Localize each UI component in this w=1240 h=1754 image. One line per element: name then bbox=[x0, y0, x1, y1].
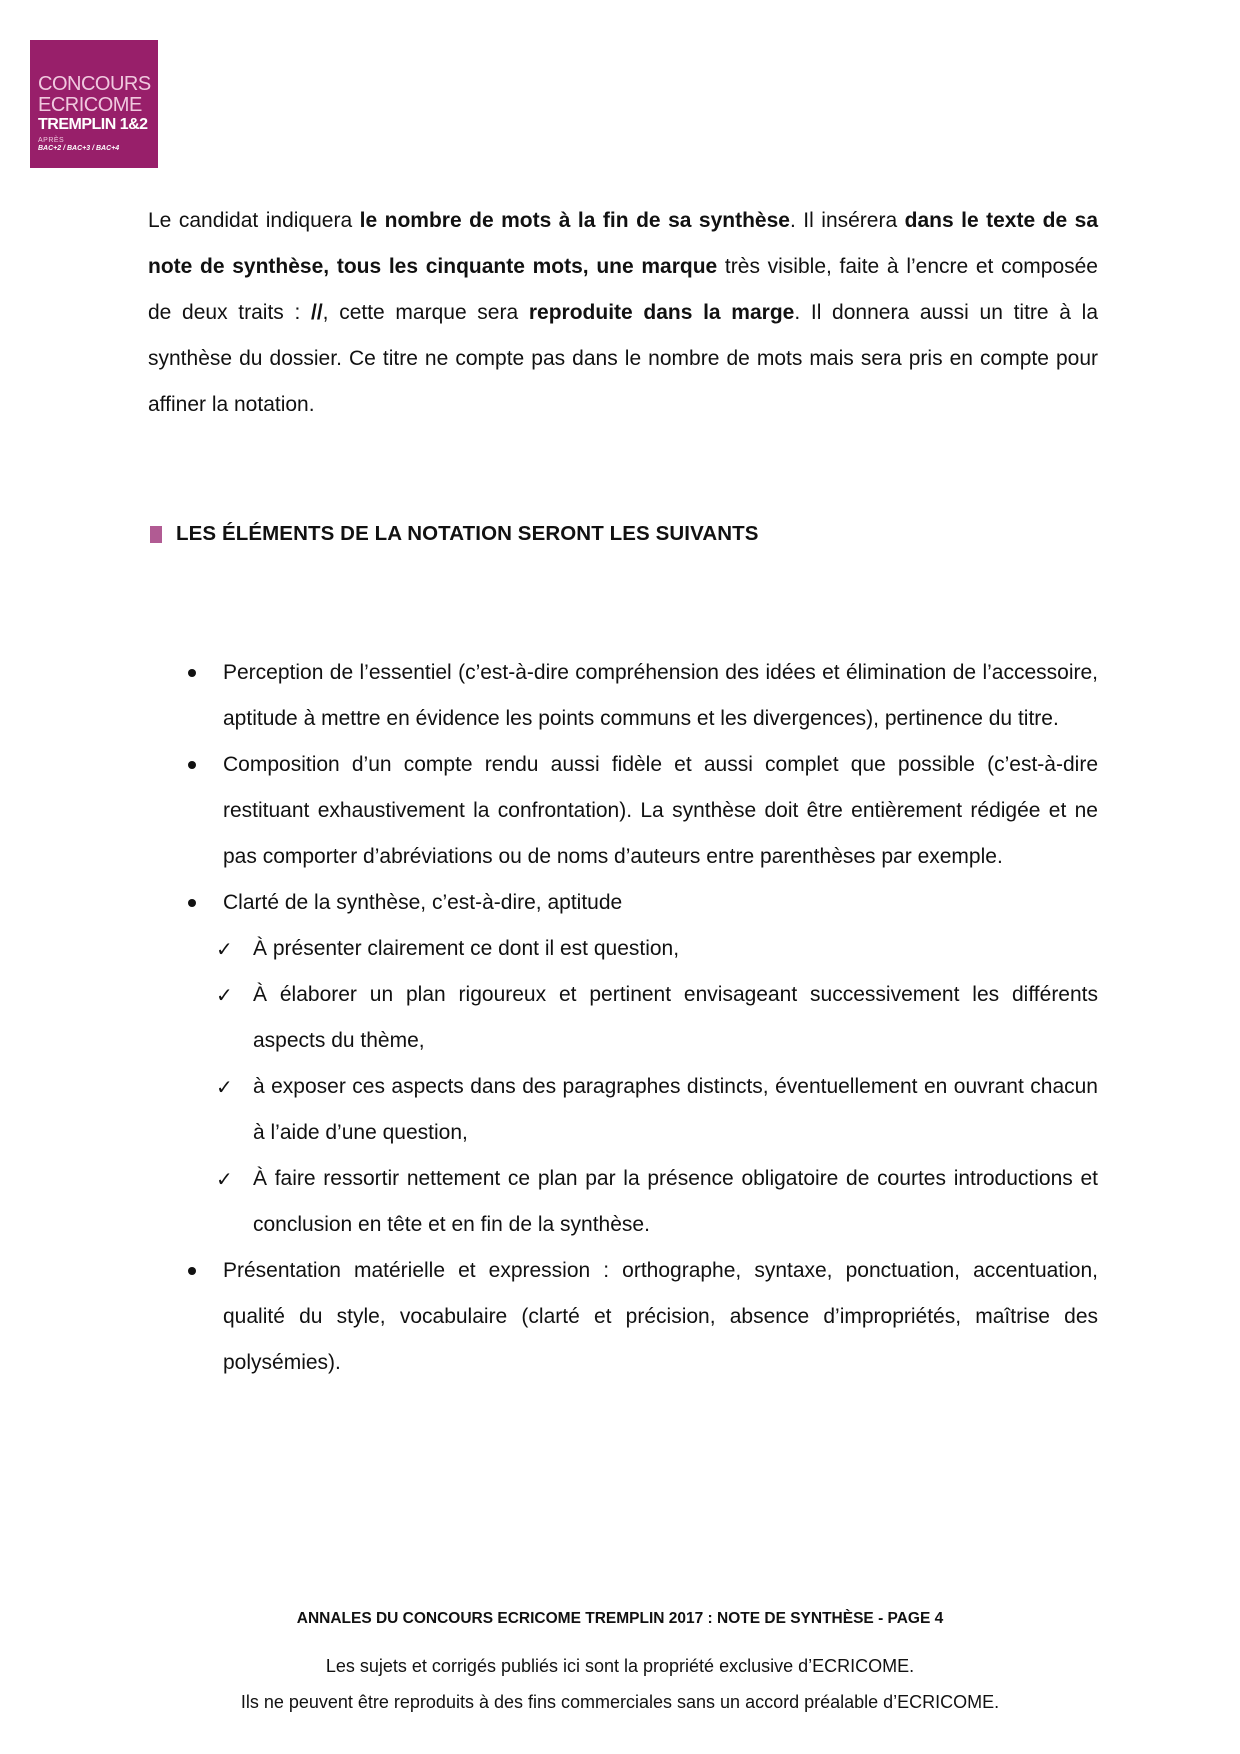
list-item-text: Présentation matérielle et expression : orthographe, syntaxe, ponctuation, accentuation, qualité du style, vocabulaire (clarté et précision, absence d’impropriétés, maîtrise des polysémies). bbox=[223, 1259, 1098, 1374]
list-item-text: Composition d’un compte rendu aussi fidèle et aussi complet que possible (c’est-à-dire restituant exhaustivement la confrontation). La synthèse doit être entièrement rédigée et ne pas comporter d’abréviations ou de noms d’auteurs entre parenthèses par exemple. bbox=[223, 753, 1098, 868]
sub-list-item bbox=[148, 972, 1098, 1064]
list-item bbox=[148, 880, 1098, 926]
intro-text-4: , cette marque sera bbox=[322, 301, 529, 324]
list-item-text: Perception de l’essentiel (c’est-à-dire compréhension des idées et élimination de l’accessoire, aptitude à mettre en évidence les points communs et les divergences), pertinence du titre. bbox=[223, 661, 1098, 730]
bullet-icon bbox=[188, 650, 198, 696]
notation-criteria-list bbox=[148, 650, 1098, 1386]
intro-text-5: . Il donnera aussi un titre à la synthèse du dossier. Ce titre ne compte pas dans le nombre de mots mais sera pris en compte pour affiner la notation. bbox=[148, 301, 1098, 416]
logo-line-ecricome: ECRICOME bbox=[38, 94, 142, 116]
checkmark-icon: ✓ bbox=[216, 937, 233, 961]
sub-list-item-text: À élaborer un plan rigoureux et pertinent envisageant successivement les différents aspects du thème, bbox=[253, 983, 1098, 1052]
intro-bold-1: le nombre de mots à la fin de sa synthèse bbox=[359, 209, 790, 232]
section-heading bbox=[150, 522, 759, 546]
checkmark-icon: ✓ bbox=[216, 983, 233, 1007]
sub-list-item-text: à exposer ces aspects dans des paragraphes distincts, éventuellement en ouvrant chacun à l’aide d’une question, bbox=[253, 1075, 1098, 1144]
heading-square-icon bbox=[150, 526, 162, 543]
footer-copyright-line-1: Les sujets et corrigés publiés ici sont la propriété exclusive d’ECRICOME. bbox=[325, 1656, 915, 1676]
sub-list-item bbox=[148, 1064, 1098, 1156]
footer-title: ANNALES DU CONCOURS ECRICOME TREMPLIN 2017 : NOTE DE SYNTHÈSE - PAGE 4 bbox=[296, 1610, 944, 1627]
sub-list-item-text: À présenter clairement ce dont il est question, bbox=[253, 937, 680, 960]
footer-copyright-line-2: Ils ne peuvent être reproduits à des fins commerciales sans un accord préalable d’ECRICOME. bbox=[240, 1692, 1000, 1712]
list-item bbox=[148, 1248, 1098, 1386]
logo-line-bac: BAC+2 / BAC+3 / BAC+4 bbox=[38, 145, 120, 152]
bullet-icon bbox=[188, 1248, 198, 1294]
sub-list-item bbox=[148, 926, 1098, 972]
list-item-text: Clarté de la synthèse, c’est-à-dire, aptitude bbox=[223, 891, 623, 914]
section-heading-text: LES ÉLÉMENTS DE LA NOTATION SERONT LES SUIVANTS bbox=[176, 522, 759, 545]
sub-list-item bbox=[148, 1156, 1098, 1248]
list-item bbox=[148, 650, 1098, 742]
intro-text-2: . Il insérera bbox=[789, 209, 905, 232]
bullet-icon bbox=[188, 880, 198, 926]
intro-bold-2: dans le texte de sa note de synthèse, tous les cinquante mots, une marque bbox=[148, 209, 1099, 278]
checkmark-icon: ✓ bbox=[216, 1167, 233, 1191]
sub-list-item-text: À faire ressortir nettement ce plan par la présence obligatoire de courtes introductions et conclusion en tête et en fin de la synthèse. bbox=[253, 1167, 1098, 1236]
intro-bold-4: reproduite dans la marge bbox=[528, 301, 795, 324]
ecricome-logo bbox=[30, 40, 158, 168]
list-item bbox=[148, 742, 1098, 880]
checkmark-icon: ✓ bbox=[216, 1075, 233, 1099]
logo-line-apres: APRÈS bbox=[38, 137, 65, 144]
intro-text-1: Le candidat indiquera bbox=[148, 209, 360, 232]
intro-bold-3: // bbox=[311, 301, 323, 324]
intro-paragraph bbox=[148, 198, 1098, 428]
intro-text-3: très visible, faite à l’encre et composée de deux traits : bbox=[148, 255, 1098, 324]
bullet-icon bbox=[188, 742, 198, 788]
logo-line-tremplin: TREMPLIN 1&2 bbox=[38, 116, 148, 133]
logo-line-concours: CONCOURS bbox=[38, 73, 151, 95]
